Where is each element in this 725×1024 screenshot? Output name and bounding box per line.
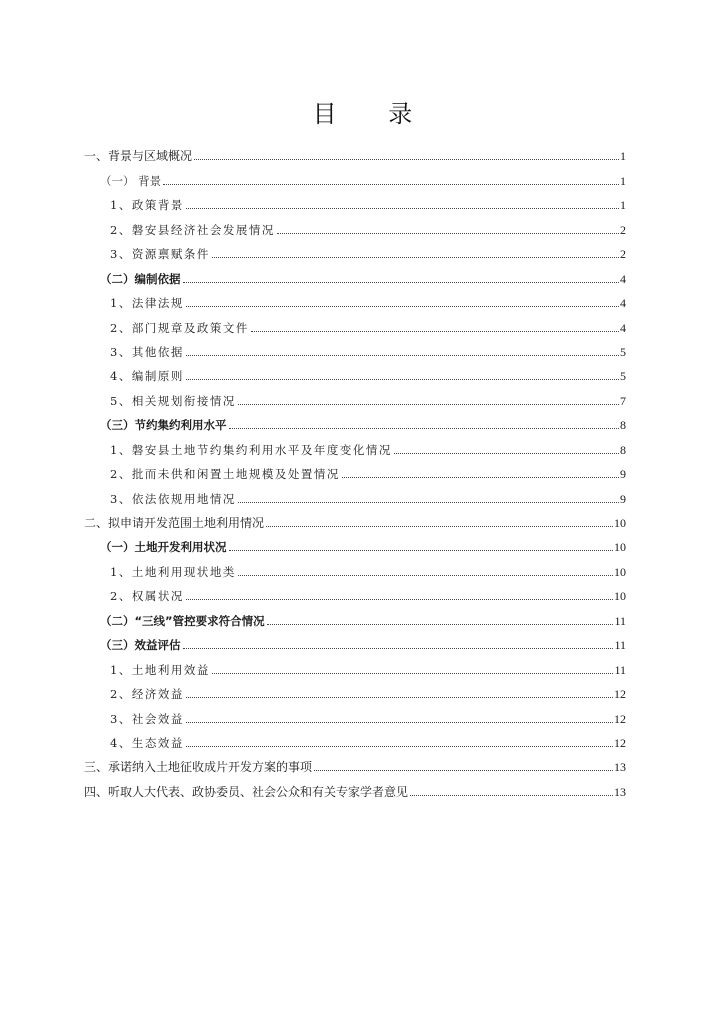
toc-entry[interactable]: [84, 774, 626, 798]
toc-entry-page-number: 1: [620, 173, 626, 188]
toc-entry-page-number: 10: [614, 516, 626, 530]
toc-entry-page-number: 9: [620, 491, 626, 506]
toc-leader-dots: [238, 502, 619, 503]
toc-leader-dots: [183, 648, 614, 649]
toc-entry-label: 2、权属状况: [110, 589, 184, 604]
toc-leader-dots: [410, 795, 613, 796]
toc-entry[interactable]: [84, 701, 626, 725]
toc-entry-page-number: 4: [620, 271, 626, 286]
toc-entry-page-number: 2: [620, 247, 626, 262]
toc-entry-page-number: 5: [620, 344, 626, 359]
toc-leader-dots: [229, 550, 614, 551]
toc-entry-label: 2、经济效益: [110, 687, 184, 702]
toc-entry-label: 1、土地利用效益: [110, 662, 210, 677]
toc-entry-page-number: 5: [620, 369, 626, 384]
toc-leader-dots: [186, 355, 619, 356]
toc-entry-label: （一）土地开发利用状况: [100, 540, 227, 555]
toc-entry-page-number: 13: [614, 760, 626, 775]
toc-entry-page-number: 10: [614, 564, 626, 579]
toc-entry[interactable]: [84, 139, 626, 163]
toc-entry[interactable]: [84, 335, 626, 359]
toc-entry-label: 3、其他依据: [110, 344, 184, 359]
toc-leader-dots: [394, 453, 619, 454]
toc-entry[interactable]: [84, 603, 626, 627]
toc-entry-page-number: 12: [614, 735, 626, 750]
toc-entry-page-number: 11: [614, 613, 626, 628]
toc-title: 目 录: [312, 100, 435, 128]
toc-entry-page-number: 12: [614, 711, 626, 726]
toc-leader-dots: [212, 673, 614, 674]
toc-entry-label: （三）节约集约利用水平: [100, 418, 227, 433]
toc-leader-dots: [186, 722, 613, 723]
toc-entry-page-number: 10: [614, 540, 626, 555]
toc-leader-dots: [194, 159, 619, 160]
toc-entry[interactable]: [84, 750, 626, 774]
toc-entry[interactable]: [84, 677, 626, 701]
toc-entry[interactable]: [84, 408, 626, 432]
toc-entry-label: 1、政策背景: [110, 198, 184, 213]
toc-entry[interactable]: [84, 457, 626, 481]
toc-entry-label: 3、资源禀赋条件: [110, 247, 210, 262]
toc-entry-page-number: 2: [620, 222, 626, 237]
toc-leader-dots: [238, 575, 613, 576]
toc-entry-label: 二、拟申请开发范围土地利用情况: [84, 516, 265, 530]
toc-entry-page-number: 10: [614, 589, 626, 604]
toc-leader-dots: [267, 624, 614, 625]
toc-entry[interactable]: [84, 188, 626, 212]
toc-leader-dots: [251, 331, 619, 332]
toc-entry-page-number: 9: [620, 467, 626, 482]
toc-entry[interactable]: [84, 481, 626, 505]
toc-entry[interactable]: [84, 310, 626, 334]
toc-entry-label: （一） 背景: [100, 173, 162, 188]
toc-entry-label: （二）编制依据: [100, 271, 181, 286]
toc-leader-dots: [186, 379, 619, 380]
toc-entry[interactable]: [84, 163, 626, 187]
toc-entry-label: 一、背景与区域概况: [84, 149, 193, 164]
toc-entry-page-number: 4: [620, 296, 626, 311]
toc-leader-dots: [183, 282, 620, 283]
toc-entry[interactable]: [84, 237, 626, 261]
toc-entry-label: （三）效益评估: [100, 638, 181, 653]
toc-entry[interactable]: [84, 286, 626, 310]
toc-entry-label: 1、法律法规: [110, 296, 184, 311]
toc-entry-label: 四、听取人大代表、政协委员、社会公众和有关专家学者意见: [84, 784, 409, 799]
toc-entry-label: 5、相关规划衔接情况: [110, 393, 236, 408]
toc-leader-dots: [277, 233, 619, 234]
toc-entry[interactable]: [84, 726, 626, 750]
toc-entry-page-number: 7: [620, 393, 626, 408]
toc-entry[interactable]: [84, 359, 626, 383]
toc-leader-dots: [186, 746, 613, 747]
toc-entry-label: 2、磐安县经济社会发展情况: [110, 222, 275, 237]
toc-leader-dots: [163, 184, 619, 185]
toc-entry-label: 2、批而未供和闲置土地规模及处置情况: [110, 467, 340, 482]
toc-entry-label: 3、社会效益: [110, 711, 184, 726]
toc-entry[interactable]: [84, 554, 626, 578]
toc-entry-label: 2、部门规章及政策文件: [110, 320, 249, 335]
toc-leader-dots: [186, 208, 619, 209]
toc-entry-page-number: 1: [620, 198, 626, 213]
toc-entry[interactable]: [84, 579, 626, 603]
toc-leader-dots: [314, 770, 613, 771]
toc-entry-label: 3、依法依规用地情况: [110, 491, 236, 506]
toc-entry-page-number: 8: [620, 442, 626, 457]
toc-entry-label: 1、磐安县土地节约集约利用水平及年度变化情况: [110, 442, 392, 457]
toc-entry[interactable]: [84, 383, 626, 407]
toc-entry[interactable]: [84, 506, 626, 530]
toc-entry-label: 1、土地利用现状地类: [110, 564, 236, 579]
toc-entry[interactable]: [84, 530, 626, 554]
toc-entry-label: 4、生态效益: [110, 735, 184, 750]
toc-leader-dots: [342, 477, 619, 478]
toc-entry-page-number: 12: [614, 687, 626, 702]
toc-entry-page-number: 4: [620, 320, 626, 335]
toc-entry-page-number: 13: [614, 784, 626, 799]
toc-entry-label: 三、承诺纳入土地征收成片开发方案的事项: [84, 760, 313, 775]
toc-entry[interactable]: [84, 212, 626, 236]
toc-entry-page-number: 8: [620, 418, 626, 433]
toc-leader-dots: [238, 404, 619, 405]
toc-entry[interactable]: [84, 432, 626, 456]
toc-entry-page-number: 11: [614, 638, 626, 653]
toc-entry-label: 4、编制原则: [110, 369, 184, 384]
toc-entry-label: （二）“三线”管控要求符合情况: [100, 613, 265, 628]
toc-leader-dots: [229, 428, 620, 429]
toc-leader-dots: [186, 697, 613, 698]
toc-entry[interactable]: [84, 652, 626, 676]
toc-leader-dots: [212, 257, 619, 258]
toc-entry-page-number: 1: [620, 149, 626, 164]
toc-entry-page-number: 11: [614, 662, 626, 677]
toc-entry[interactable]: [84, 628, 626, 652]
toc-entry[interactable]: [84, 261, 626, 285]
toc-leader-dots: [266, 526, 613, 527]
toc-leader-dots: [186, 306, 619, 307]
toc-leader-dots: [186, 599, 613, 600]
table-of-contents: [84, 139, 626, 799]
